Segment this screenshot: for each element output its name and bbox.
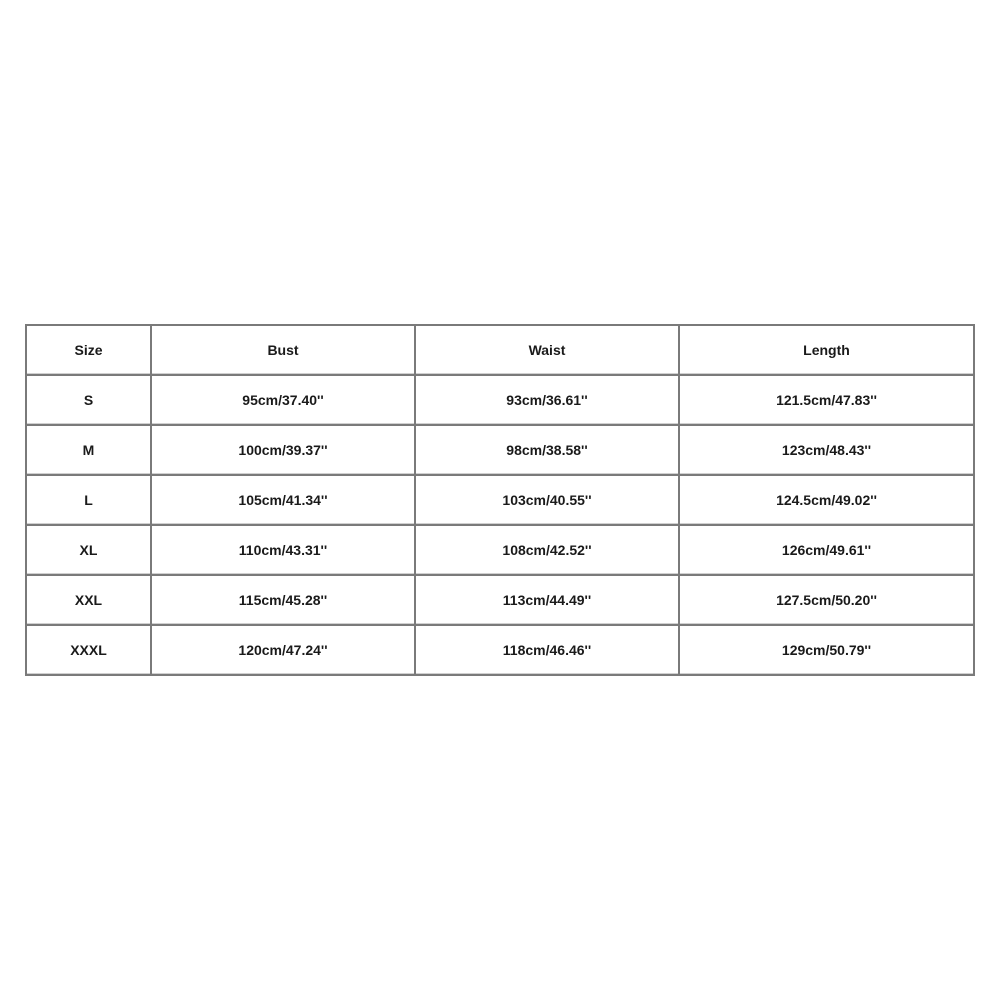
header-waist: Waist — [416, 326, 680, 376]
header-length: Length — [680, 326, 975, 376]
cell-length: 124.5cm/49.02'' — [680, 476, 975, 526]
cell-length: 129cm/50.79'' — [680, 626, 975, 676]
table-row — [27, 476, 975, 526]
cell-size: XXL — [27, 576, 152, 626]
header-row — [27, 326, 975, 376]
cell-size: XL — [27, 526, 152, 576]
cell-waist: 98cm/38.58'' — [416, 426, 680, 476]
cell-bust: 95cm/37.40'' — [152, 376, 416, 426]
table-row — [27, 576, 975, 626]
table-row — [27, 426, 975, 476]
cell-bust: 105cm/41.34'' — [152, 476, 416, 526]
header-size: Size — [27, 326, 152, 376]
cell-waist: 108cm/42.52'' — [416, 526, 680, 576]
cell-size: S — [27, 376, 152, 426]
cell-waist: 93cm/36.61'' — [416, 376, 680, 426]
cell-size: XXXL — [27, 626, 152, 676]
table-row — [27, 526, 975, 576]
cell-size: L — [27, 476, 152, 526]
cell-length: 126cm/49.61'' — [680, 526, 975, 576]
cell-bust: 120cm/47.24'' — [152, 626, 416, 676]
cell-length: 123cm/48.43'' — [680, 426, 975, 476]
cell-waist: 103cm/40.55'' — [416, 476, 680, 526]
cell-size: M — [27, 426, 152, 476]
size-chart-table — [25, 324, 975, 676]
cell-bust: 100cm/39.37'' — [152, 426, 416, 476]
cell-bust: 115cm/45.28'' — [152, 576, 416, 626]
cell-waist: 118cm/46.46'' — [416, 626, 680, 676]
cell-length: 127.5cm/50.20'' — [680, 576, 975, 626]
table-row — [27, 376, 975, 426]
cell-waist: 113cm/44.49'' — [416, 576, 680, 626]
cell-length: 121.5cm/47.83'' — [680, 376, 975, 426]
header-bust: Bust — [152, 326, 416, 376]
cell-bust: 110cm/43.31'' — [152, 526, 416, 576]
table-row — [27, 626, 975, 676]
